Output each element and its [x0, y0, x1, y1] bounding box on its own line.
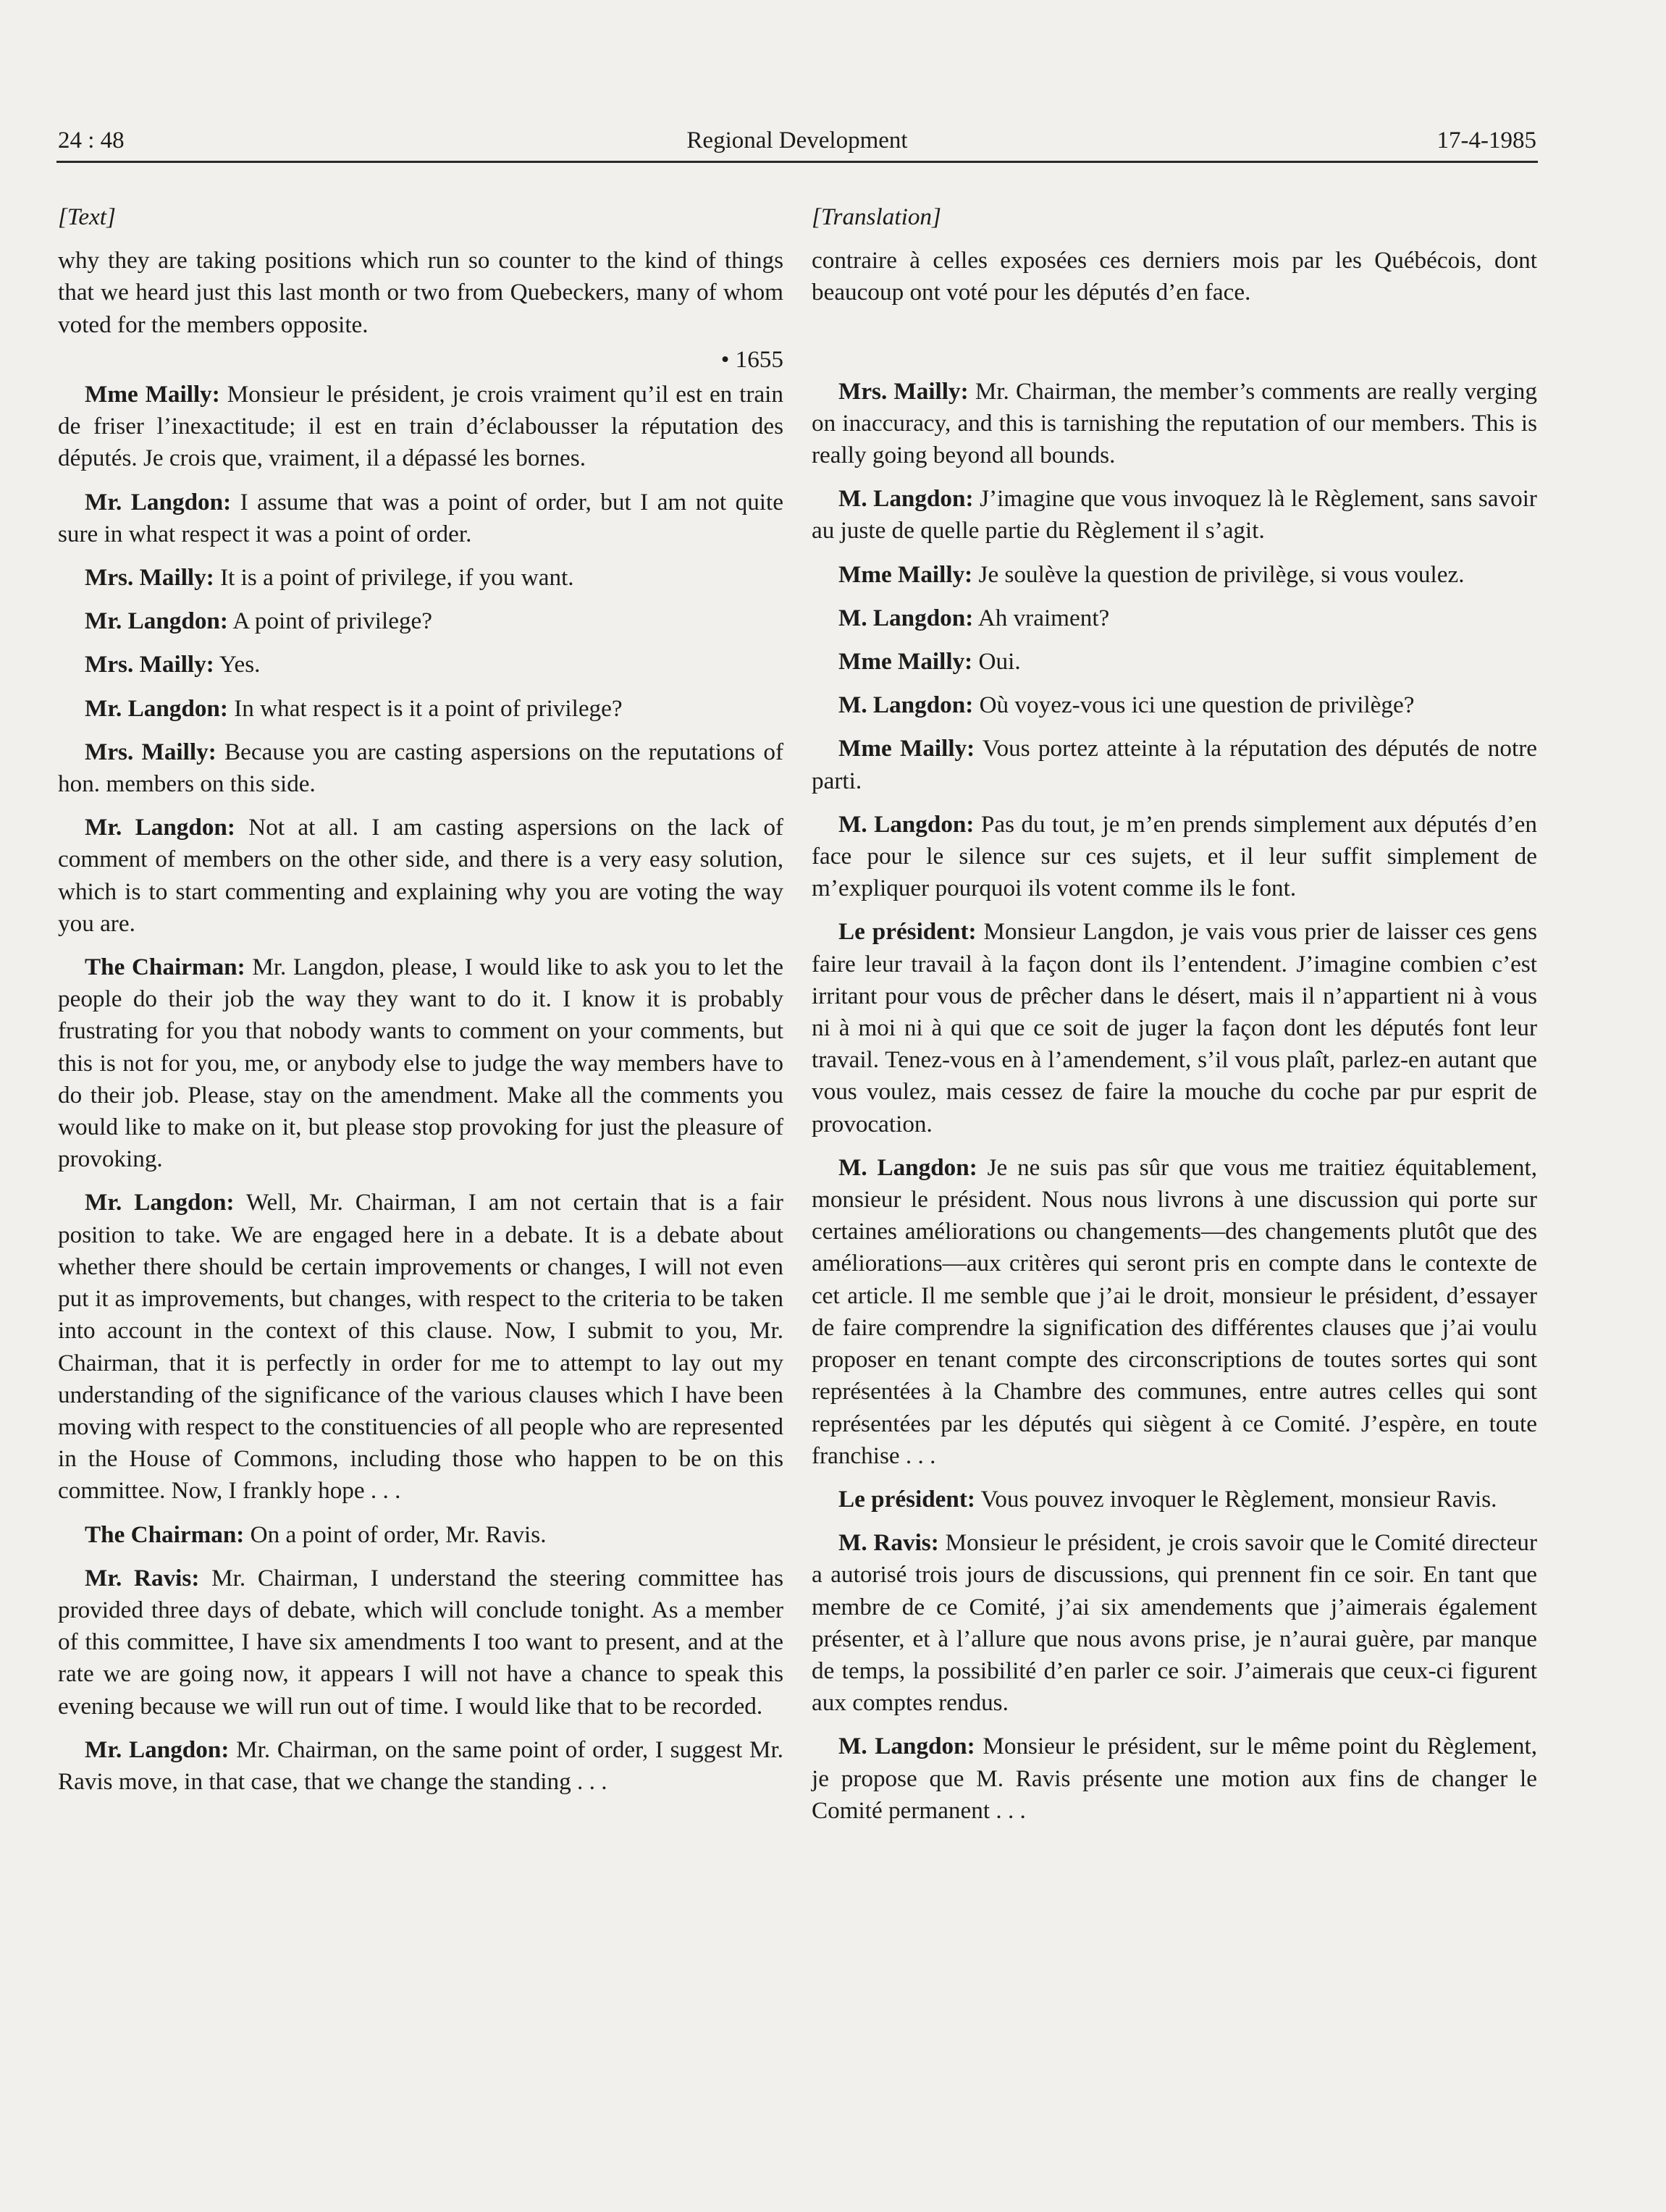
speaker-name: M. Ravis:: [838, 1529, 939, 1557]
header-rule: [56, 161, 1538, 163]
speech-text: On a point of order, Mr. Ravis.: [244, 1521, 547, 1548]
speech-text: Monsieur le président, sur le même point du Règlement, je propose que M. Ravis présente une motion aux fins de changer le Comité permanent . . .: [812, 1733, 1537, 1824]
speaker-name: M. Langdon:: [838, 1153, 977, 1181]
continued-paragraph: why they are taking positions which run so counter to the kind of things that we heard just this last month or two from Quebeckers, many of whom voted for the members opposite.: [58, 247, 783, 338]
speech-text: Oui.: [972, 648, 1021, 676]
speech-paragraph: [812, 1484, 1537, 1515]
speaker-name: Mr. Langdon:: [85, 607, 228, 635]
speaker-name: Mr. Langdon:: [85, 694, 228, 722]
french-column: [812, 201, 1537, 1827]
speech-text: In what respect is it a point of privilege?: [227, 694, 623, 722]
speech-paragraph: [58, 812, 783, 940]
speaker-name: Mr. Langdon:: [85, 1736, 230, 1763]
page-title: Regional Development: [686, 127, 908, 154]
speaker-name: M. Langdon:: [838, 604, 974, 631]
running-header: [58, 127, 1536, 164]
speech-text: Mr. Langdon, please, I would like to ask you to let the people do their job the way they want to do it. I know it is probably frustrating for you that nobody wants to comment on your comments, but this is not for you, me, or anybody else to judge the way members have to do their job. Please, stay on the amendment. Make all the comments you would like to make on it, but please stop provoking for just the pleasure of provoking.: [58, 954, 783, 1173]
speech-paragraph: [812, 809, 1537, 905]
speaker-name: Mme Mailly:: [838, 560, 973, 588]
speech-text: J’imagine que vous invoquez là le Règlement, sans savoir au juste de quelle partie du Règlement il s’agit.: [812, 485, 1537, 544]
speech-paragraph: [812, 916, 1537, 1140]
speaker-name: Mme Mailly:: [838, 735, 975, 762]
speaker-name: Le président:: [838, 918, 977, 946]
speaker-name: M. Langdon:: [838, 810, 975, 838]
speech-paragraph: [812, 559, 1537, 591]
speech-text: It is a point of privilege, if you want.: [214, 564, 574, 592]
speech-paragraph: [58, 1563, 783, 1723]
speech-paragraph: [58, 487, 783, 550]
speech-paragraph: [812, 733, 1537, 796]
speech-paragraph: [812, 689, 1537, 721]
speech-paragraph: [812, 483, 1537, 547]
speech-paragraph: [812, 376, 1537, 472]
column-label: [Text]: [58, 203, 116, 230]
speaker-name: M. Langdon:: [838, 691, 974, 719]
continued-paragraph: contraire à celles exposées ces derniers mois par les Québécois, dont beaucoup ont voté pour les députés d’en face.: [812, 247, 1537, 306]
page-number: 24 : 48: [58, 127, 125, 154]
speaker-name: Mme Mailly:: [85, 381, 220, 408]
speaker-name: Mme Mailly:: [838, 648, 973, 676]
speech-text: Not at all. I am casting aspersions on the lack of comment of members on the other side, and there is a very easy solution, which is to start commenting and explaining why you are voting the way you are.: [58, 814, 783, 937]
speaker-name: M. Langdon:: [838, 1733, 975, 1760]
speech-text: Monsieur Langdon, je vais vous prier de laisser ces gens faire leur travail à la façon dont ils l’entendent. J’imagine combien c’est irritant pour vous de prêcher dans le désert, mais il n’appartient ni à vous ni à moi ni à qui que ce soit de juger la façon dont les députés font leur travail. Tenez-vous en à l’amendement, s’il vous plaît, parlez-en autant que vous voulez, mais cessez de faire la mouche du coche par pur esprit de provocation.: [812, 918, 1537, 1137]
speaker-name: Mr. Langdon:: [85, 488, 232, 516]
speech-text: Où voyez-vous ici une question de privilège?: [973, 691, 1415, 719]
speech-paragraph: [58, 1519, 783, 1551]
speech-paragraph: [58, 736, 783, 800]
speaker-name: Mrs. Mailly:: [85, 564, 214, 592]
speech-text: I assume that was a point of order, but I am not quite sure in what respect it was a point of order.: [58, 488, 783, 547]
speech-paragraph: [812, 1731, 1537, 1827]
speech-text: Mr. Chairman, on the same point of order, I suggest Mr. Ravis move, in that case, that we change the standing . . .: [58, 1736, 783, 1795]
speech-text: Monsieur le président, je crois savoir que le Comité directeur a autorisé trois jours de discussions, qui prennent fin ce soir. En tant que membre de ce Comité, j’ai six amendements que j’aimerais également présenter, et à l’allure que nous avons prise, je n’aurai guère, par manque de temps, la possibilité d’en parler ce soir. J’aimerais que ceux-ci figurent aux comptes rendus.: [812, 1529, 1537, 1717]
speech-list: [58, 379, 783, 1798]
speech-paragraph: [58, 1187, 783, 1507]
speaker-name: The Chairman:: [85, 1521, 245, 1548]
speech-text: Well, Mr. Chairman, I am not certain that is a fair position to take. We are engaged here in a debate. It is a debate about whether there should be certain improvements or changes, I will not even put it as improvements, but changes, with respect to the criteria to be taken into account in the context of this clause. Now, I submit to you, Mr. Chairman, that it is perfectly in order for me to attempt to lay out my understanding of the significance of the various clauses which I have been moving with respect to the constituencies of all people who are represented in the House of Commons, including those who happen to be on this committee. Now, I frankly hope . . .: [58, 1189, 783, 1505]
speech-text: Mr. Chairman, the member’s comments are really verging on inaccuracy, and this is tarnishing the reputation of our members. This is really going beyond all bounds.: [812, 377, 1537, 469]
speech-paragraph: [58, 562, 783, 594]
speech-text: Je soulève la question de privilège, si vous voulez.: [972, 560, 1465, 588]
speaker-name: Mrs. Mailly:: [838, 377, 969, 405]
speech-text: Pas du tout, je m’en prends simplement aux députés d’en face pour le silence sur ces sujets, et il leur suffit simplement de m’expliquer pourquoi ils votent comme ils le font.: [812, 810, 1538, 902]
speech-paragraph: [58, 693, 783, 725]
speech-paragraph: [58, 951, 783, 1175]
speech-text: Yes.: [214, 651, 261, 678]
speech-text: Ah vraiment?: [973, 604, 1110, 631]
speaker-name: Le président:: [838, 1485, 975, 1513]
speaker-name: Mrs. Mailly:: [85, 651, 214, 678]
speech-text: Je ne suis pas sûr que vous me traitiez équitablement, monsieur le président. Nous nous livrons à une discussion qui porte sur certaines améliorations ou changements—des changements plutôt que des améliorations—aux critères qui seront pris en compte dans le contexte de cet article. Il me semble que j’ai le droit, monsieur le président, d’essayer de faire comprendre la signification des différentes clauses que j’ai voulu proposer en tenant compte des circonscriptions de toutes sortes qui sont représentées à la Chambre des communes, entre autres celles qui sont représentées par les députés qui siègent à ce Comité. J’espère, en toute franchise . . .: [812, 1153, 1537, 1469]
speaker-name: M. Langdon:: [838, 485, 974, 513]
speech-paragraph: [58, 379, 783, 475]
speech-paragraph: [58, 605, 783, 637]
speech-paragraph: [58, 649, 783, 681]
sitting-date: 17-4-1985: [1436, 127, 1536, 154]
speech-text: A point of privilege?: [227, 607, 432, 635]
speech-list: [812, 376, 1537, 1827]
speaker-name: Mr. Langdon:: [85, 1189, 235, 1216]
speech-text: Mr. Chairman, I understand the steering committee has provided three days of debate, which will conclude tonight. As a member of this committee, I have six amendments I too want to present, and at the rate we are going now, it appears I will not have a chance to speak this evening because we will run out of time. I would like that to be recorded.: [58, 1564, 783, 1720]
speaker-name: Mr. Ravis:: [85, 1564, 200, 1591]
speech-text: Vous portez atteinte à la réputation des députés de notre parti.: [812, 735, 1537, 794]
speech-paragraph: [58, 1734, 783, 1798]
speaker-name: The Chairman:: [85, 954, 245, 981]
speech-text: Because you are casting aspersions on the reputations of hon. members on this side.: [58, 738, 783, 798]
speaker-name: Mrs. Mailly:: [85, 738, 216, 765]
speech-paragraph: [812, 1527, 1537, 1719]
time-marker: • 1655: [720, 345, 783, 373]
speaker-name: Mr. Langdon:: [85, 814, 235, 841]
speech-paragraph: [812, 602, 1537, 634]
speech-paragraph: [812, 1152, 1537, 1472]
english-column: [58, 201, 783, 1798]
speech-paragraph: [812, 646, 1537, 678]
speech-text: Monsieur le président, je crois vraiment qu’il est en train de friser l’inexactitude; il est en train d’éclabousser la réputation des députés. Je crois que, vraiment, il a dépassé les bornes.: [58, 381, 783, 472]
speech-text: Vous pouvez invoquer le Règlement, monsieur Ravis.: [975, 1485, 1497, 1513]
column-label: [Translation]: [812, 203, 941, 230]
